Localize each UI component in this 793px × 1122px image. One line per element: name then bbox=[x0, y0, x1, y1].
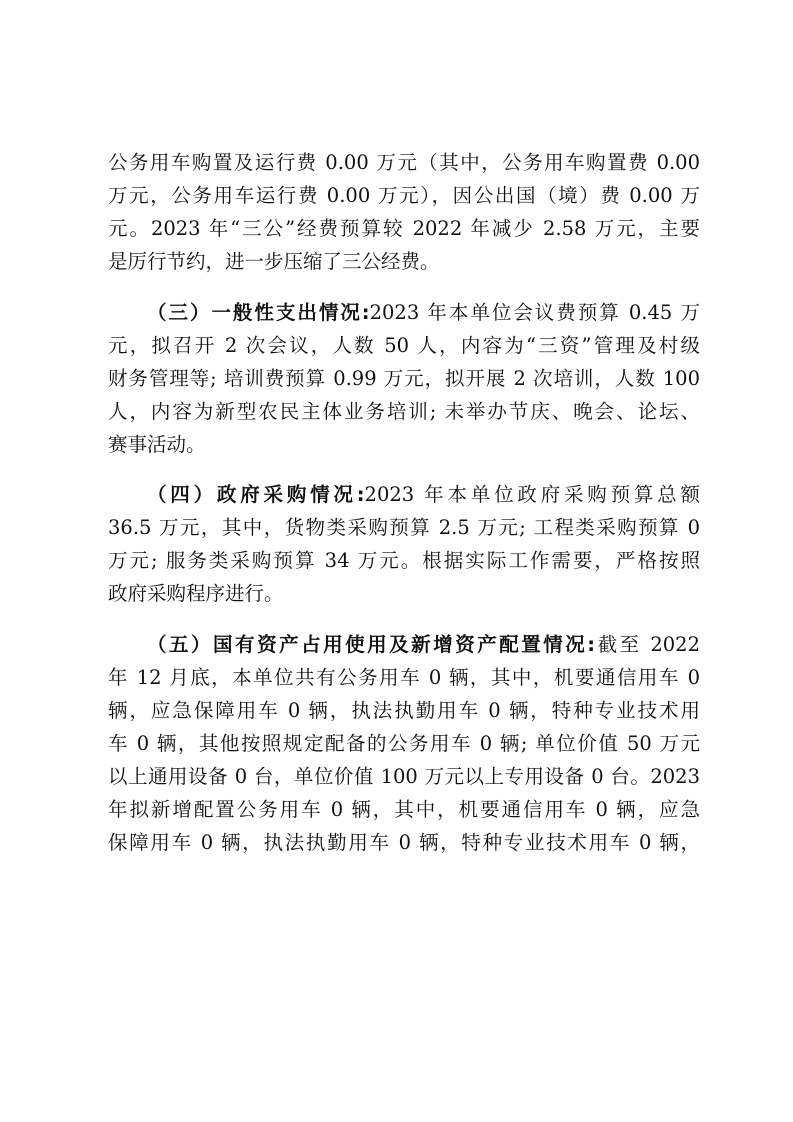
text-line: 公务用车购置及运行费 0.00 万元（其中，公务用车购置费 0.00 bbox=[108, 151, 700, 174]
section-heading-4: （四）政府采购情况: bbox=[147, 483, 365, 506]
text-line: 万元，公务用车运行费 0.00 万元），因公出国（境）费 0.00 万 bbox=[108, 184, 700, 207]
text-line: 元。2023 年“三公”经费预算较 2022 年减少 2.58 万元，主要 bbox=[108, 217, 700, 240]
section-text: 2023 年本单位会议费预算 0.45 万 bbox=[369, 300, 700, 324]
text-line: 车 0 辆，其他按照规定配备的公务用车 0 辆; 单位价值 50 万元 bbox=[108, 731, 700, 755]
document-page bbox=[108, 146, 700, 876]
section-text: 截至 2022 bbox=[595, 632, 700, 656]
text-line: 36.5 万元，其中，货物类采购预算 2.5 万元; 工程类采购预算 0 bbox=[108, 516, 700, 539]
section-text: 2023 年本单位政府采购预算总额 bbox=[364, 483, 700, 506]
text-line bbox=[108, 478, 700, 511]
text-line: 万元; 服务类采购预算 34 万元。根据实际工作需要，严格按照 bbox=[108, 549, 700, 572]
text-line: 元，拟召开 2 次会议，人数 50 人，内容为“三资”管理及村级 bbox=[108, 333, 700, 357]
paragraph-general-expenditure bbox=[108, 296, 700, 461]
text-line: 年 12 月底，本单位共有公务用车 0 辆，其中，机要通信用车 0 bbox=[108, 665, 700, 689]
section-heading-5: （五）国有资产占用使用及新增资产配置情况: bbox=[147, 632, 596, 656]
text-line: 保障用车 0 辆，执法执勤用车 0 辆，特种专业技术用车 0 辆， bbox=[108, 830, 700, 854]
paragraph-three-public-expenses bbox=[108, 146, 700, 278]
text-line: 人，内容为新型农民主体业务培训; 未举办节庆、晚会、论坛、 bbox=[108, 399, 700, 423]
text-line: 财务管理等; 培训费预算 0.99 万元，拟开展 2 次培训，人数 100 bbox=[108, 366, 700, 390]
text-line: 年拟新增配置公务用车 0 辆，其中，机要通信用车 0 辆，应急 bbox=[108, 797, 700, 821]
text-line: 以上通用设备 0 台，单位价值 100 万元以上专用设备 0 台。2023 bbox=[108, 764, 700, 788]
paragraph-state-assets bbox=[108, 628, 700, 859]
section-heading-3: （三）一般性支出情况: bbox=[147, 300, 370, 324]
paragraph-government-procurement bbox=[108, 478, 700, 610]
text-line bbox=[108, 296, 700, 329]
text-line: 赛事活动。 bbox=[108, 432, 206, 456]
text-line: 政府采购程序进行。 bbox=[108, 582, 284, 605]
text-line: 是厉行节约，进一步压缩了三公经费。 bbox=[108, 250, 440, 273]
text-line bbox=[108, 628, 700, 661]
text-line: 辆，应急保障用车 0 辆，执法执勤用车 0 辆，特种专业技术用 bbox=[108, 698, 700, 722]
